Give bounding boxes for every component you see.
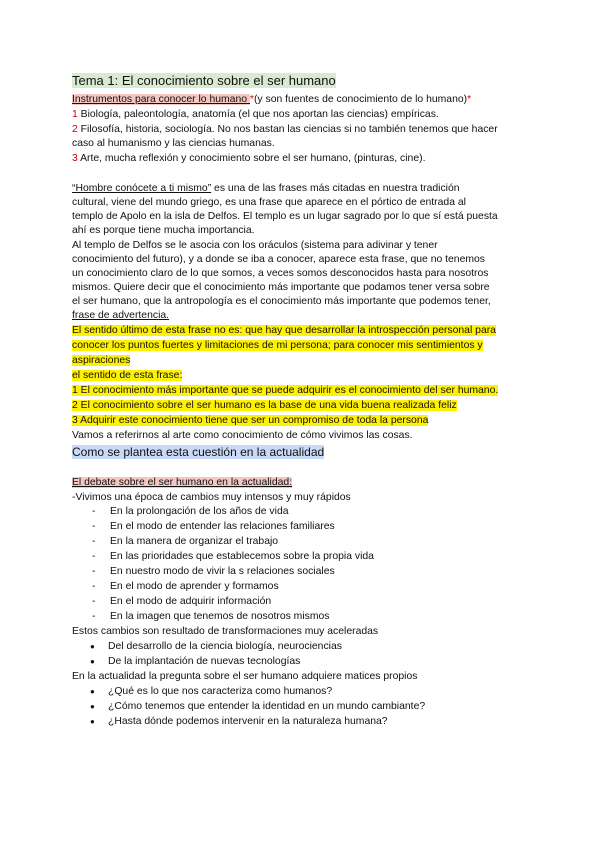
item-number: 1 — [72, 109, 78, 120]
list-item: ¿Cómo tenemos que entender la identidad en un mundo cambiante? — [108, 701, 426, 712]
highlighted-line: 2 El conocimiento sobre el ser humano es la base de una vida buena realizada feliz — [72, 400, 457, 411]
list-item: De la implantación de nuevas tecnologías — [108, 656, 301, 667]
arte-line: Vamos a referirnos al arte como conocimiento de cómo vivimos las cosas. — [72, 430, 413, 441]
debate-intro: -Vivimos una época de cambios muy intensos y muy rápidos — [72, 492, 351, 503]
dash-marker: - — [92, 521, 96, 532]
item-text: Filosofía, historia, sociología. No nos bastan las ciencias si no también tenemos que hacer — [77, 124, 498, 135]
section-heading: Como se plantea esta cuestión en la actualidad — [72, 445, 325, 459]
bullet-marker: ● — [90, 642, 95, 651]
page-title — [72, 72, 336, 89]
paragraph-line: conocimiento del futuro), y a donde se iba a conocer, aparece esta frase, que no tenemos — [72, 254, 485, 265]
list-item: Del desarrollo de la ciencia biología, neurociencias — [108, 641, 342, 652]
item-number: 3 — [72, 153, 78, 164]
list-item: En el modo de adquirir información — [110, 596, 272, 607]
instrumento-item — [72, 108, 439, 122]
item-text: Biología, paleontología, anatomía (el que nos aportan las ciencias) empíricas. — [77, 109, 439, 120]
item-number: 2 — [72, 124, 78, 135]
list-item: ¿Qué es lo que nos caracteriza como humanos? — [108, 686, 333, 697]
highlighted-line: El sentido último de esta frase no es: que hay que desarrollar la introspección personal para — [72, 325, 496, 336]
asterisk: * — [249, 94, 254, 105]
paragraph-line — [72, 182, 460, 196]
list-item: En el modo de aprender y formamos — [110, 581, 279, 592]
paragraph-line: un conocimiento claro de lo que somos, a veces somos desconocidos hasta para nosotros — [72, 268, 489, 279]
bullet-marker: ● — [90, 717, 95, 726]
list-item: En la imagen que tenemos de nosotros mismos — [110, 611, 330, 622]
highlighted-line: 3 Adquirir este conocimiento tiene que ser un compromiso de toda la persona — [72, 415, 429, 426]
highlighted-line: 1 El conocimiento más importante que se puede adquirir es el conocimiento del ser humano. — [72, 385, 499, 396]
dash-marker: - — [92, 611, 96, 622]
list-item: ¿Hasta dónde podemos intervenir en la naturaleza humana? — [108, 716, 388, 727]
paragraph-line: cultural, viene del mundo griego, es una frase que aparece en el pórtico de entrada al — [72, 197, 466, 208]
asterisk: * — [467, 94, 472, 105]
paragraph-line: ahí es porque tiene mucha importancia. — [72, 225, 255, 236]
item-text: Arte, mucha reflexión y conocimiento sobre el ser humano, (pinturas, cine). — [77, 153, 426, 164]
instrumentos-note: (y son fuentes de conocimiento de lo humano) — [253, 94, 468, 105]
quote: “Hombre conócete a ti mismo” — [72, 183, 212, 194]
instrumento-item — [72, 152, 425, 166]
instrumento-item — [72, 137, 275, 151]
dash-marker: - — [92, 506, 96, 517]
highlighted-line: el sentido de esta frase: — [72, 370, 183, 381]
dash-marker: - — [92, 551, 96, 562]
highlighted-line: conocer los puntos fuertes y limitaciones de mi persona; para conocer mis sentimientos y — [72, 340, 483, 351]
item-text: caso al humanismo y las ciencias humanas. — [72, 138, 275, 149]
paragraph-line: mismos. Quiere decir que el conocimiento más importante que podamos tener versa sobre — [72, 282, 490, 293]
dash-marker: - — [92, 596, 96, 607]
list-item: En el modo de entender las relaciones familiares — [110, 521, 335, 532]
instrumento-item — [72, 123, 498, 137]
list-item: En la prolongación de los años de vida — [110, 506, 289, 517]
debate-heading: El debate sobre el ser humano en la actualidad: — [72, 477, 293, 488]
instrumentos-heading-line — [72, 93, 471, 107]
causes-intro: Estos cambios son resultado de transformaciones muy aceleradas — [72, 626, 379, 637]
highlighted-line: aspiraciones — [72, 355, 131, 366]
title-text: Tema 1: El conocimiento sobre el ser humano — [72, 73, 336, 88]
paragraph-line: el ser humano, que la antropología es el conocimiento más importante que podemos tener, — [72, 296, 491, 307]
list-item: En nuestro modo de vivir la s relaciones sociales — [110, 566, 335, 577]
dash-marker: - — [92, 581, 96, 592]
instrumentos-heading: Instrumentos para conocer lo humano — [72, 94, 250, 105]
paragraph-line — [72, 309, 169, 323]
questions-intro: En la actualidad la pregunta sobre el ser humano adquiere matices propios — [72, 671, 418, 682]
list-item: En la manera de organizar el trabajo — [110, 536, 279, 547]
bullet-marker: ● — [90, 657, 95, 666]
dash-marker: - — [92, 536, 96, 547]
bullet-marker: ● — [90, 702, 95, 711]
paragraph-line: templo de Apolo en la isla de Delfos. El templo es un lugar sagrado por lo que sí está puesta — [72, 211, 498, 222]
bullet-marker: ● — [90, 687, 95, 696]
list-item: En las prioridades que establecemos sobre la propia vida — [110, 551, 374, 562]
line-text: es una de las frases más citadas en nuestra tradición — [211, 183, 460, 194]
paragraph-line: Al templo de Delfos se le asocia con los oráculos (sistema para adivinar y tener — [72, 240, 438, 251]
advertencia: frase de advertencia. — [72, 310, 170, 321]
dash-marker: - — [92, 566, 96, 577]
